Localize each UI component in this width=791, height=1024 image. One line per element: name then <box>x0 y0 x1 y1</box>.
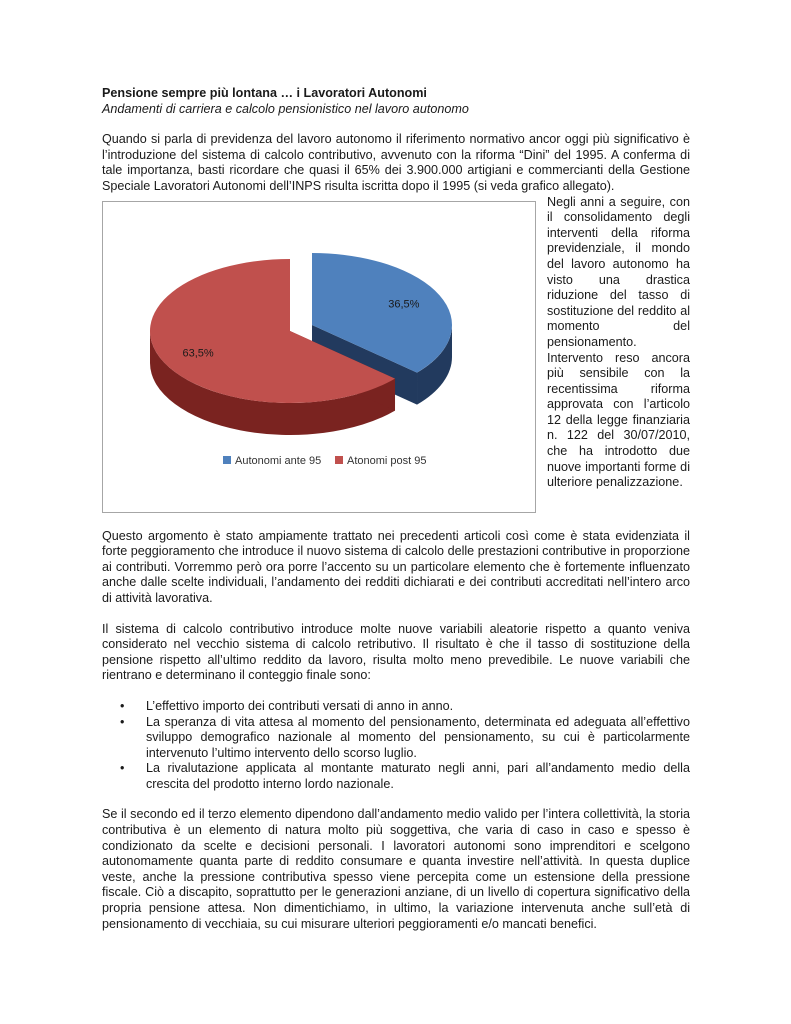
legend-swatch <box>335 456 343 464</box>
document-subtitle: Andamenti di carriera e calcolo pensionistico nel lavoro autonomo <box>102 101 469 116</box>
pie-chart <box>103 202 535 512</box>
list-item-text: La speranza di vita attesa al momento del pensionamento, determinata ed adeguata all’effettivo sviluppo demografico nazionale al momento del pensionamento, su cui è particolarmente intervenuto l’ultimo intervento dello scorso luglio. <box>146 714 690 760</box>
document-page <box>102 86 690 932</box>
legend-label: Autonomi ante 95 <box>235 454 322 467</box>
list-item-text: L’effettivo importo dei contributi versati di anno in anno. <box>146 698 454 713</box>
legend-swatch <box>223 456 231 464</box>
pie-data-label: 63,5% <box>182 346 214 359</box>
chart-section <box>102 195 690 529</box>
bullet-icon: • <box>120 761 125 776</box>
pie-data-label: 36,5% <box>388 298 420 311</box>
paragraph-argument: Questo argomento è stato ampiamente trattato nei precedenti articoli così come è stata evidenziata il forte peggioramento che introduce il nuovo sistema di calcolo delle prestazioni contributive in proporzione ai contributi. Vorremmo però ora porre l’accento su un particolare elemento che è fortemente influenzato anche dalle scelte individuali, l’andamento dei redditi dichiarati e dei contributi accreditati nell’intero arco di attività lavorativa. <box>102 528 690 605</box>
bullet-icon: • <box>120 698 125 713</box>
paragraph-conclusion: Se il secondo ed il terzo elemento dipendono dall’andamento medio valido per l’intera collettività, la storia contributiva è un elemento di natura molto più soggettiva, che varia di caso in caso e spesso è condizionato da scelte e decisioni personali. I lavoratori autonomi sono imprenditori e scelgono autonomamente quanta parte di reddito consumare e quanta investire nell’attività. In questa duplice veste, anche la pressione contributiva spesso viene percepita come un estensione della pressione fiscale. Ciò a discapito, soprattutto per le generazioni anziane, di un livello di copertura significativo della propria pensione attesa. Non dimentichiamo, in ultimo, la variazione intervenuta anche sull’età di pensionamento di vecchiaia, su cui misurare ulteriori peggioramenti e/o mancati benefici. <box>102 807 690 931</box>
list-item <box>102 699 690 715</box>
paragraph-intro: Quando si parla di previdenza del lavoro autonomo il riferimento normativo ancor oggi più significativo è l’introduzione del sistema di calcolo contributivo, avvenuto con la riforma “Dini” del 1995. A conferma di tale importanza, basti ricordare che quasi il 65% dei 3.900.000 artigiani e commercianti della Gestione Speciale Lavoratori Autonomi dell’INPS risulta iscritta dopo il 1995 (si veda grafico allegato). <box>102 132 690 193</box>
list-item <box>102 715 690 762</box>
paragraph-system: Il sistema di calcolo contributivo introduce molte nuove variabili aleatorie rispetto a quanto veniva considerato nel vecchio sistema di calcolo retributivo. Il risultato è che il tasso di sostituzione della pensione rispetto all’ultimo reddito da lavoro, risulta molto meno prevedibile. Le nuove variabili che rientrano e determinano il conteggio finale sono: <box>102 621 690 683</box>
list-item <box>102 761 690 792</box>
legend-label: Atonomi post 95 <box>347 454 427 467</box>
pie-chart-frame <box>102 201 536 513</box>
side-paragraph: Negli anni a seguire, con il consolidamento degli interventi della riforma previdenziale, il mondo del lavoro autonomo ha visto una drastica riduzione del tasso di sostituzione del reddito al momento del pensionamento. Intervento reso ancora più sensibile con la recentissima riforma approvata con l’articolo 12 della legge finanziaria n. 122 del 30/07/2010, che ha introdotto due nuove importanti forme di ulteriore penalizzazione. <box>547 194 690 490</box>
bullet-icon: • <box>120 714 125 729</box>
variables-list <box>102 699 690 793</box>
document-title: Pensione sempre più lontana … i Lavoratori Autonomi <box>102 86 427 100</box>
list-item-text: La rivalutazione applicata al montante maturato negli anni, pari all’andamento medio della crescita del prodotto interno lordo nazionale. <box>146 761 690 791</box>
